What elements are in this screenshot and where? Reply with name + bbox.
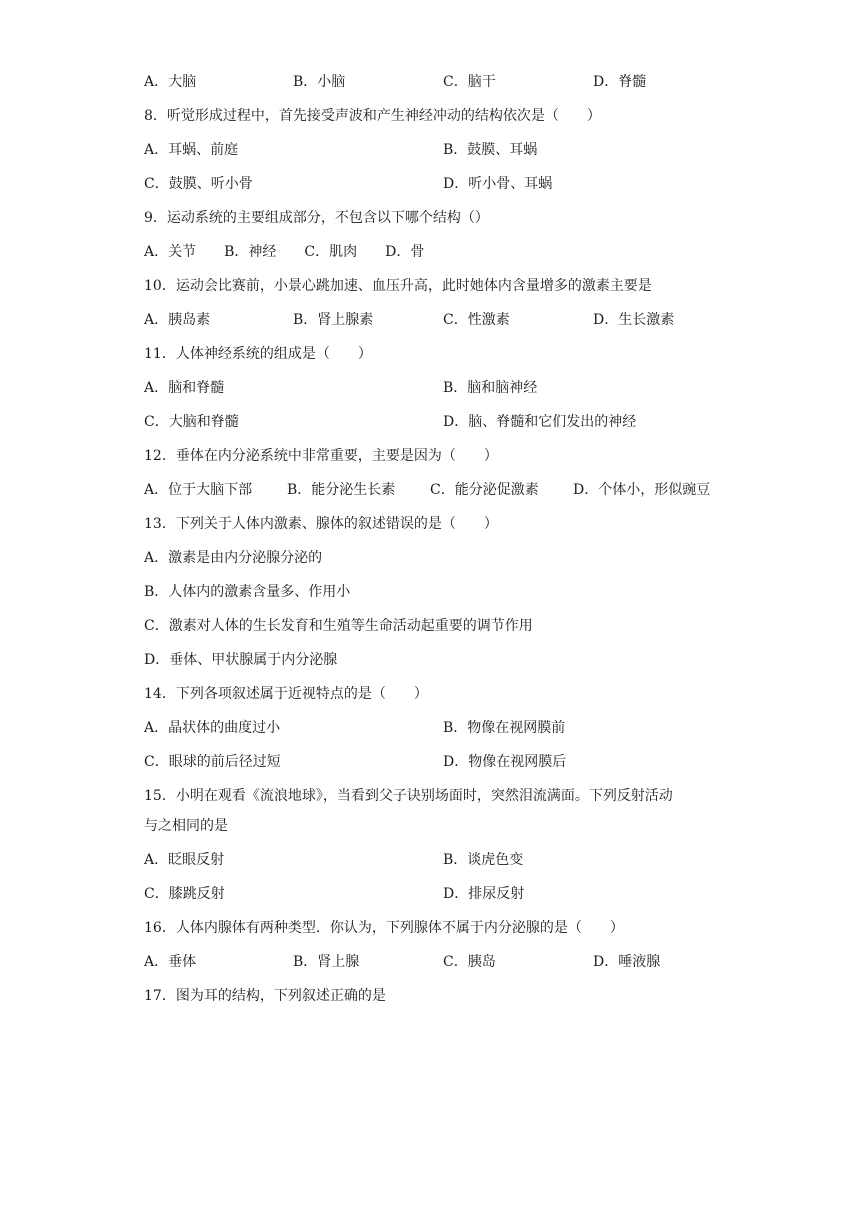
q14-option-c: C．眼球的前后径过短 bbox=[144, 754, 281, 770]
q11-option-c: C．大脑和脊髓 bbox=[144, 414, 239, 430]
q13-option-d: D．垂体、甲状腺属于内分泌腺 bbox=[144, 652, 338, 668]
q11-option-d: D．脑、脊髓和它们发出的神经 bbox=[443, 414, 637, 430]
q10-stem: 10．运动会比赛前，小景心跳加速、血压升高，此时她体内含量增多的激素主要是 bbox=[144, 278, 652, 294]
q9-options: A．关节 B．神经 C．肌肉 D．骨 bbox=[144, 244, 425, 260]
q17-stem: 17．图为耳的结构，下列叙述正确的是 bbox=[144, 988, 386, 1004]
q15-stem-line-1: 15．小明在观看《流浪地球》，当看到父子诀别场面时，突然泪流满面。下列反射活动 bbox=[144, 788, 673, 804]
q10-option-d: D．生长激素 bbox=[593, 312, 675, 328]
q16-option-c: C．胰岛 bbox=[443, 954, 496, 970]
q15-stem-line-2: 与之相同的是 bbox=[144, 818, 228, 834]
q8-option-d: D．听小骨、耳蜗 bbox=[443, 176, 553, 192]
q13-option-c: C．激素对人体的生长发育和生殖等生命活动起重要的调节作用 bbox=[144, 618, 533, 634]
q14-option-b: B．物像在视网膜前 bbox=[443, 720, 566, 736]
q7-option-d: D．脊髓 bbox=[593, 74, 647, 90]
q10-option-c: C．性激素 bbox=[443, 312, 510, 328]
q12-stem: 12．垂体在内分泌系统中非常重要，主要是因为（ ） bbox=[144, 448, 498, 464]
q15-option-b: B．谈虎色变 bbox=[443, 852, 524, 868]
q15-option-a: A．眨眼反射 bbox=[144, 852, 225, 868]
q16-option-b: B．肾上腺 bbox=[293, 954, 360, 970]
q10-option-b: B．肾上腺素 bbox=[293, 312, 374, 328]
q11-option-a: A．脑和脊髓 bbox=[144, 380, 225, 396]
q15-option-c: C．膝跳反射 bbox=[144, 886, 225, 902]
q8-option-c: C．鼓膜、听小骨 bbox=[144, 176, 253, 192]
q13-stem: 13．下列关于人体内激素、腺体的叙述错误的是（ ） bbox=[144, 516, 498, 532]
q14-option-a: A．晶状体的曲度过小 bbox=[144, 720, 281, 736]
q8-stem: 8．听觉形成过程中，首先接受声波和产生神经冲动的结构依次是（ ） bbox=[144, 108, 601, 124]
q16-option-a: A．垂体 bbox=[144, 954, 197, 970]
q10-option-a: A．胰岛素 bbox=[144, 312, 211, 328]
q13-option-a: A．激素是由内分泌腺分泌的 bbox=[144, 550, 323, 566]
q14-stem: 14．下列各项叙述属于近视特点的是（ ） bbox=[144, 686, 428, 702]
q8-option-a: A．耳蜗、前庭 bbox=[144, 142, 239, 158]
q12-option-a: A．位于大脑下部 bbox=[144, 482, 253, 498]
q11-option-b: B．脑和脑神经 bbox=[443, 380, 538, 396]
q14-option-d: D．物像在视网膜后 bbox=[443, 754, 567, 770]
q16-option-d: D．唾液腺 bbox=[593, 954, 661, 970]
q16-stem: 16．人体内腺体有两种类型．你认为，下列腺体不属于内分泌腺的是（ ） bbox=[144, 920, 624, 936]
q13-option-b: B．人体内的激素含量多、作用小 bbox=[144, 584, 351, 600]
q12-option-b: B．能分泌生长素 bbox=[287, 482, 396, 498]
q8-option-b: B．鼓膜、耳蜗 bbox=[443, 142, 538, 158]
q11-stem: 11．人体神经系统的组成是（ ） bbox=[144, 346, 372, 362]
q7-option-a: A．大脑 bbox=[144, 74, 197, 90]
q12-option-d: D．个体小，形似豌豆 bbox=[573, 482, 711, 498]
q9-stem: 9．运动系统的主要组成部分，不包含以下哪个结构（） bbox=[144, 210, 489, 226]
q7-option-b: B．小脑 bbox=[293, 74, 346, 90]
q12-option-c: C．能分泌促激素 bbox=[430, 482, 539, 498]
q7-option-c: C．脑干 bbox=[443, 74, 496, 90]
q15-option-d: D．排尿反射 bbox=[443, 886, 525, 902]
